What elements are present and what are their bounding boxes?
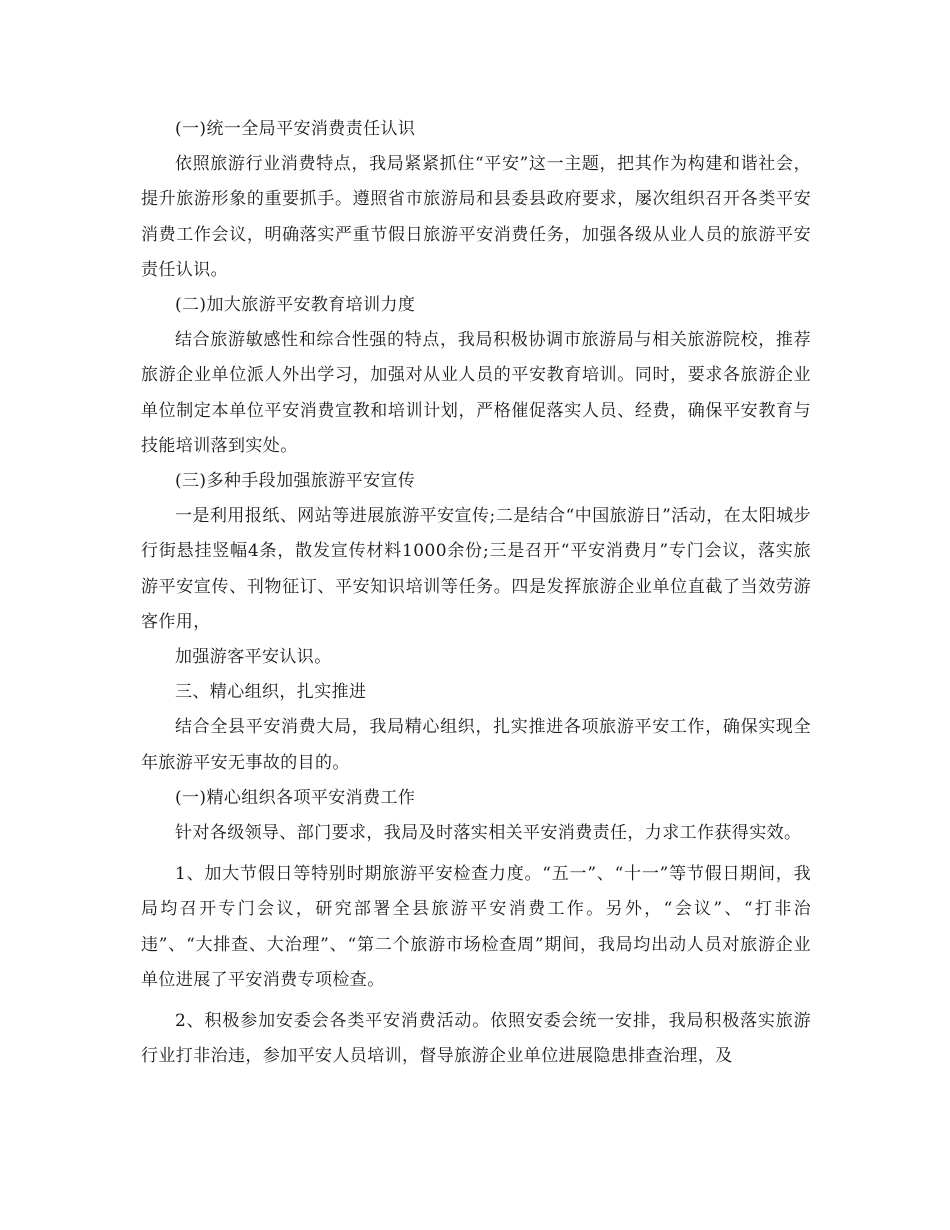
list-item-holiday-inspection: 1、加大节假日等特别时期旅游平安检查力度。“五一”、“十一”等节假日期间，我局均召开专门会议，研究部署全县旅游平安消费工作。另外，“会议”、“打非治违”、“大排查、大治理”、“第二个旅游市场检查周”期间，我局均出动人员对旅游企业单位进展了平安消费专项检查。 <box>141 864 811 990</box>
section-heading-training: (二)加大旅游平安教育培训力度 <box>175 295 416 316</box>
body-paragraph: 加强游客平安认识。 <box>175 647 332 668</box>
body-paragraph: 一是利用报纸、网站等进展旅游平安宣传;二是结合“中国旅游日”活动，在太阳城步行街悬挂竖幅4条，散发宣传材料1000余份;三是召开“平安消费月”专门会议，落实旅游平安宣传、刊物征订、平安知识培训等任务。四是发挥旅游企业单位直截了当效劳游客作用， <box>141 506 811 632</box>
body-paragraph: 结合旅游敏感性和综合性强的特点，我局积极协调市旅游局与相关旅游院校，推荐旅游企业单位派人外出学习，加强对从业人员的平安教育培训。同时，要求各旅游企业单位制定本单位平安消费宣教和培训计划，严格催促落实人员、经费，确保平安教育与技能培训落到实处。 <box>141 330 811 456</box>
section-heading-publicity: (三)多种手段加强旅游平安宣传 <box>175 471 416 492</box>
body-paragraph: 结合全县平安消费大局，我局精心组织，扎实推进各项旅游平安工作，确保实现全年旅游平安无事故的目的。 <box>141 717 811 773</box>
list-item-safety-committee: 2、积极参加安委会各类平安消费活动。依照安委会统一安排，我局积极落实旅游行业打非治违，参加平安人员培训，督导旅游企业单位进展隐患排查治理，及 <box>141 1011 811 1067</box>
body-paragraph: 针对各级领导、部门要求，我局及时落实相关平安消费责任，力求工作获得实效。 <box>175 823 802 844</box>
section-heading-unify-responsibility: (一)统一全局平安消费责任认识 <box>175 119 416 139</box>
document-page <box>141 112 811 1074</box>
section-heading-organize: 三、精心组织，扎实推进 <box>175 682 367 703</box>
body-paragraph: 依照旅游行业消费特点，我局紧紧抓住“平安”这一主题，把其作为构建和谐社会，提升旅游形象的重要抓手。遵照省市旅游局和县委县政府要求，屡次组织召开各类平安消费工作会议，明确落实严重节假日旅游平安消费任务，加强各级从业人员的旅游平安责任认识。 <box>141 154 811 280</box>
section-heading-safety-work: (一)精心组织各项平安消费工作 <box>175 787 416 808</box>
